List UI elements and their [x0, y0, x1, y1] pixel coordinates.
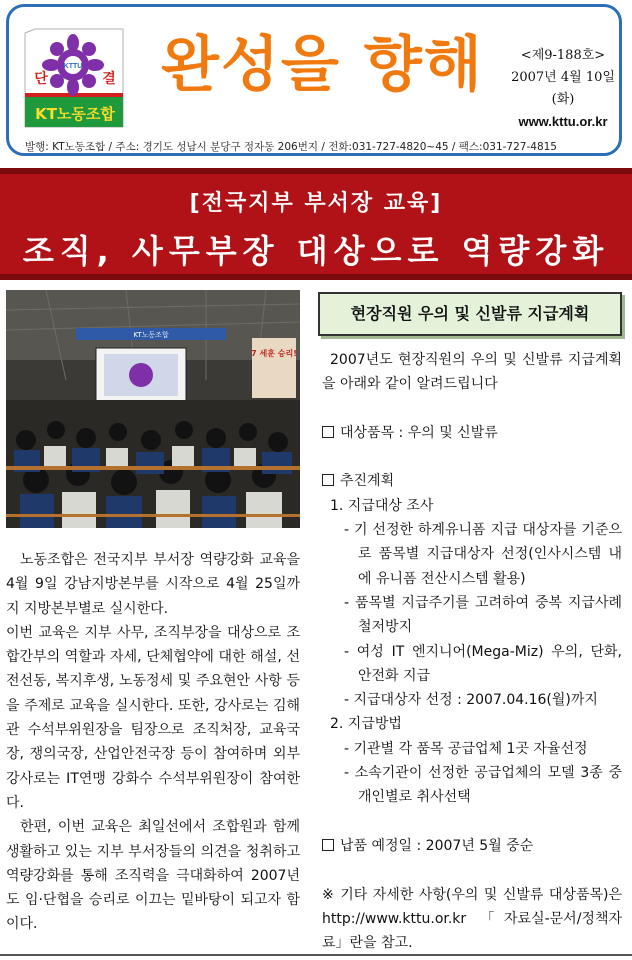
- notice-article: [318, 348, 622, 955]
- banner-subtitle: [전국지부 부서장 교육]: [189, 191, 443, 216]
- flag-emblem-text: KTTU: [63, 63, 83, 70]
- svg-text:결: 결: [102, 71, 116, 87]
- masthead: [6, 4, 622, 156]
- checkbox-icon: [322, 839, 334, 851]
- photo-screen-text: KT노동조합: [133, 331, 169, 339]
- website-link[interactable]: www.kttu.or.kr: [518, 114, 608, 129]
- step-heading: 2. 지급방법: [330, 716, 402, 733]
- article-paragraph: 한편, 이번 교육은 최일선에서 조합원과 함께 생활하고 있는 지부 부서장들의 의견을 청취하고 역량강화를 통해 조직력을 극대화하여 2007년도 임·단협을 승리로 이끄는 밑바탕이 되고자 함이다.: [6, 819, 300, 933]
- banner-headline: 조직, 사무부장 대상으로 역량강화: [22, 232, 610, 270]
- article-paragraph: 이번 교육은 지부 사무, 조직부장을 대상으로 조합간부의 역할과 자세, 단체협약에 대한 해설, 선전선동, 복지후생, 노동정세 및 주요현안 사항 등을 주제로 교육을 실시한다. 또한, 강사로는 김해관 수석부위원장을 팀장으로 조직처장, 교육국장, 쟁의국장, 산업안전국장 등이 참여하며 외부강사로는 IT연맹 강화수 수석부위원장이 참여한다.: [6, 624, 300, 811]
- left-article: [6, 548, 300, 937]
- step-item: - 지급대상자 선정 : 2007.04.16(월)까지: [344, 692, 598, 709]
- page-bottom-rule: [0, 954, 632, 956]
- issue-date: 2007년 4월 10일(화): [511, 70, 615, 107]
- contact-line: 발행: KT노동조합 / 주소: 경기도 성남시 분당구 정자동 206번지 / 전화:031-727-4820~45 / 팩스:031-727-4815: [25, 141, 557, 153]
- step-heading: 1. 지급대상 조사: [330, 497, 434, 514]
- step-item: - 소속기관이 선정한 공급업체의 모델 3종 중 개인별로 취사선택: [344, 765, 622, 806]
- seminar-photo: [6, 290, 300, 528]
- newsletter-title: 완성을 향해: [161, 30, 484, 100]
- delivery-date: 납품 예정일 : 2007년 5월 중순: [318, 834, 622, 858]
- notice-footnote: ※ 기타 자세한 사항(우의 및 신발류 대상품목)은 http://www.kttu.or.kr 「자료실-문서/정책자료」란을 참고.: [322, 886, 622, 952]
- notice-title-box: 현장직원 우의 및 신발류 지급계획: [318, 292, 622, 336]
- issue-info: [503, 45, 623, 133]
- notice-item-label: 대상품목 : 우의 및 신발류: [318, 421, 622, 445]
- svg-text:단: 단: [34, 71, 48, 87]
- notice-intro: 2007년도 현장직원의 우의 및 신발류 지급계획을 아래와 같이 알려드립니다: [322, 352, 622, 393]
- notice-plan-label: 추진계획: [318, 469, 622, 493]
- headline-banner: [0, 168, 632, 280]
- step-item: - 품목별 지급주기를 고려하여 중복 지급사례 철저방지: [344, 594, 622, 636]
- step-item: - 기관별 각 품목 공급업체 1곳 자율선정: [344, 740, 588, 757]
- step-item: - 여성 IT 엔지니어(Mega-Miz) 우의, 단화, 안전화 지급: [344, 643, 622, 684]
- flag-bottom-text: KT노동조합: [35, 105, 115, 123]
- article-paragraph: 노동조합은 전국지부 부서장 역량강화 교육을 4월 9일 강남지방본부를 시작으로 4월 25일까지 지방본부별로 실시한다.: [6, 552, 300, 617]
- issue-number: <제9-188호>: [520, 48, 606, 63]
- checkbox-icon: [322, 426, 334, 438]
- checkbox-icon: [322, 474, 334, 486]
- step-item: - 기 선정한 하계유니폼 지급 대상자를 기준으로 품목별 지급대상자 선정(인사시스템 내에 유니폼 전산시스템 활용): [344, 522, 622, 587]
- union-flag-logo: [23, 27, 127, 131]
- photo-side-banner: 7 세훈 승리!: [251, 349, 297, 358]
